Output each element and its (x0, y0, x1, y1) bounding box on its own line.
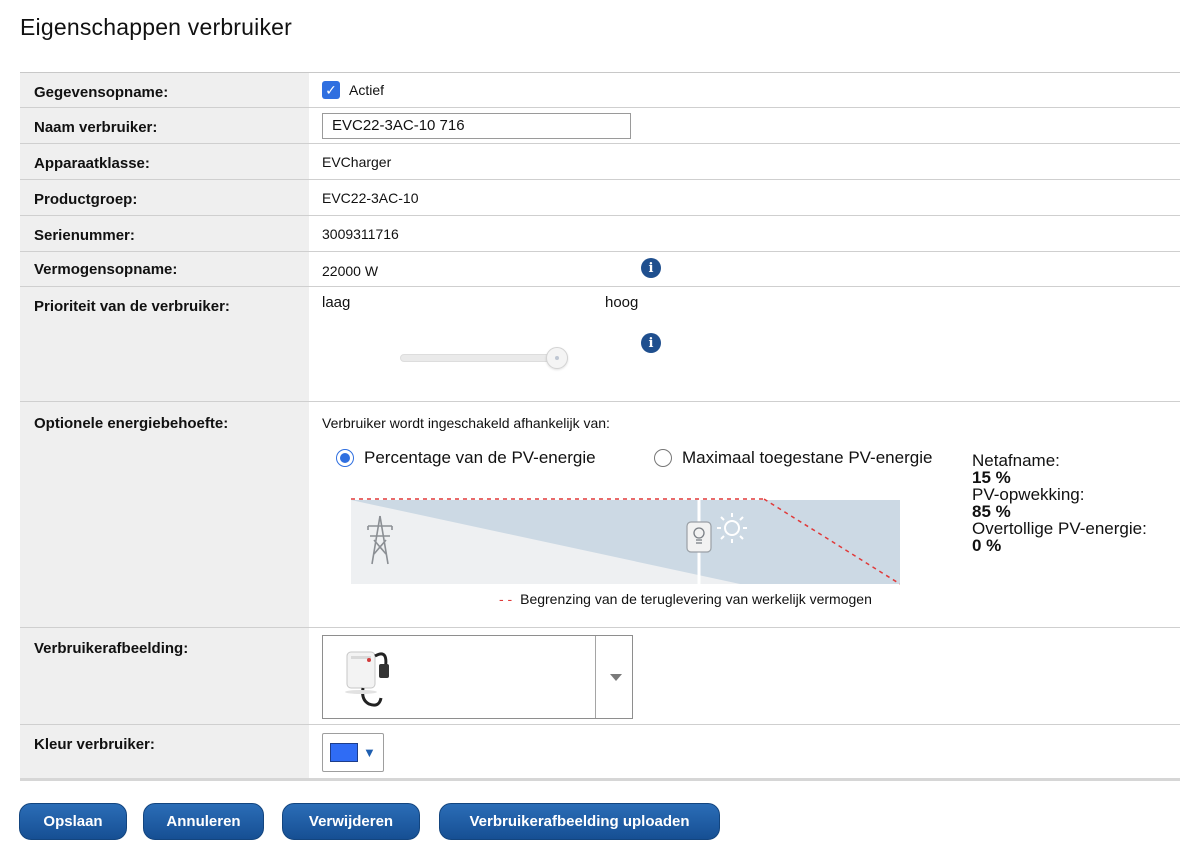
optional-energy-intro: Verbruiker wordt ingeschakeld afhankelijk van: (322, 415, 610, 431)
label-optional-energy: Optionele energiebehoefte: (20, 402, 309, 627)
energy-slider-handle (687, 522, 711, 552)
legend-dash: - - (499, 591, 513, 607)
label-serial: Serienummer: (20, 216, 309, 251)
priority-slider-track[interactable] (400, 354, 568, 362)
row-product-group (20, 180, 1180, 216)
label-consumer-color: Kleur verbruiker: (20, 725, 309, 778)
row-data-recording (20, 73, 1180, 108)
value-consumer-color (309, 725, 1180, 778)
row-consumer-image (20, 628, 1180, 725)
radio-percentage-option[interactable] (336, 448, 596, 468)
power-value: 22000 W (322, 263, 379, 279)
row-consumer-color (20, 725, 1180, 778)
label-data-recording: Gegevensopname: (20, 73, 309, 107)
radio-percentage[interactable] (336, 449, 354, 467)
info-icon[interactable]: i (641, 258, 661, 278)
save-button[interactable]: Opslaan (19, 803, 127, 840)
value-power (309, 252, 1180, 286)
limit-legend (499, 591, 872, 607)
color-picker[interactable] (322, 733, 384, 772)
label-priority: Prioriteit van de verbruiker: (20, 287, 309, 401)
product-group-value: EVC22-3AC-10 (322, 189, 419, 206)
value-name (309, 108, 1180, 143)
value-data-recording (309, 73, 1180, 107)
name-input[interactable] (322, 113, 631, 139)
priority-high-label: hoog (605, 294, 639, 311)
radio-maximum-label: Maximaal toegestane PV-energie (682, 448, 933, 467)
row-serial (20, 216, 1180, 252)
radio-maximum[interactable] (654, 449, 672, 467)
radio-maximum-option[interactable] (654, 448, 932, 468)
check-icon: ✓ (325, 81, 337, 98)
info-icon[interactable]: i (641, 333, 661, 353)
charger-image (339, 642, 399, 712)
data-recording-checkbox[interactable] (322, 81, 340, 99)
properties-table (20, 72, 1180, 781)
energy-stats (972, 452, 1147, 554)
value-device-class (309, 144, 1180, 179)
value-consumer-image (309, 628, 1180, 724)
label-power: Vermogensopname: (20, 252, 309, 286)
device-class-value: EVCharger (322, 153, 392, 170)
row-device-class (20, 144, 1180, 180)
row-priority (20, 287, 1180, 402)
cancel-button[interactable]: Annuleren (143, 803, 264, 840)
label-product-group: Productgroep: (20, 180, 309, 215)
row-name (20, 108, 1180, 144)
value-serial (309, 216, 1180, 251)
chevron-down-icon[interactable] (610, 674, 622, 681)
caret-down-icon: ▼ (363, 745, 376, 760)
pv-value: 85 % (972, 502, 1011, 521)
color-swatch (330, 743, 358, 762)
priority-low-label: laag (322, 294, 351, 311)
label-name: Naam verbruiker: (20, 108, 309, 143)
consumer-image-select[interactable] (322, 635, 633, 719)
surplus-label: Overtollige PV-energie: (972, 519, 1147, 538)
checkbox-label[interactable]: Actief (349, 82, 385, 98)
row-optional-energy (20, 402, 1180, 628)
energy-slider-graphic[interactable] (340, 488, 900, 592)
pv-label: PV-opwekking: (972, 485, 1085, 504)
priority-slider-handle[interactable] (546, 347, 568, 369)
label-consumer-image: Verbruikerafbeelding: (20, 628, 309, 724)
legend-text: Begrenzing van de teruglevering van werkelijk vermogen (520, 591, 872, 607)
radio-percentage-label: Percentage van de PV-energie (364, 448, 596, 467)
select-divider (595, 636, 596, 718)
grid-label: Netafname: (972, 451, 1060, 470)
value-priority (309, 287, 1180, 401)
page-title: Eigenschappen verbruiker (20, 14, 293, 40)
serial-value: 3009311716 (322, 225, 399, 242)
grid-value: 15 % (972, 468, 1011, 487)
surplus-value: 0 % (972, 536, 1002, 555)
delete-button[interactable]: Verwijderen (282, 803, 420, 840)
row-power (20, 252, 1180, 287)
label-device-class: Apparaatklasse: (20, 144, 309, 179)
value-optional-energy (309, 402, 1180, 627)
value-product-group (309, 180, 1180, 215)
upload-image-button[interactable]: Verbruikerafbeelding uploaden (439, 803, 720, 840)
